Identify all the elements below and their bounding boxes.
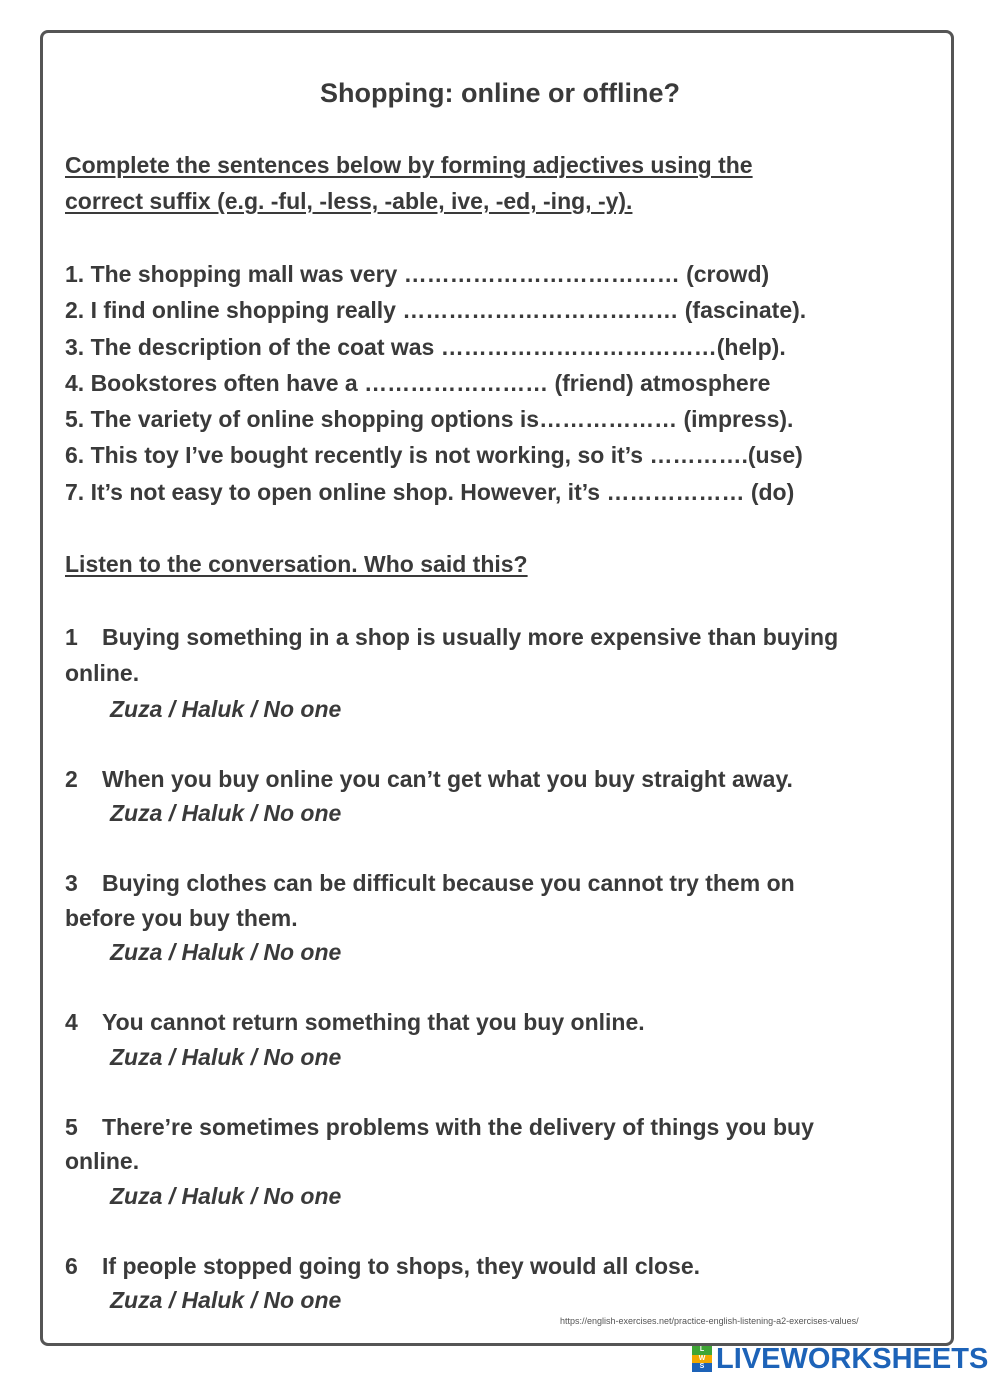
sentence-2: 2. I find online shopping really ……………………………… (fascinate). xyxy=(65,297,807,323)
liveworksheets-logo-icon xyxy=(692,1346,712,1372)
statement-4 xyxy=(65,1009,645,1036)
liveworksheets-logo[interactable] xyxy=(692,1344,988,1374)
statement-1 xyxy=(65,624,838,651)
statement-number: 1 xyxy=(65,624,78,650)
section1-instruction-line2: correct suffix (e.g. -ful, -less, -able, ive, -ed, -ing, -y). xyxy=(65,188,633,214)
section2-instruction: Listen to the conversation. Who said this? xyxy=(65,551,528,577)
statement-number: 4 xyxy=(65,1009,78,1035)
sentence-6: 6. This toy I’ve bought recently is not working, so it’s ………….(use) xyxy=(65,442,803,468)
sentence-7: 7. It’s not easy to open online shop. However, it’s ……………… (do) xyxy=(65,479,795,505)
statement-5-continued: online. xyxy=(65,1148,140,1174)
statement-number: 5 xyxy=(65,1114,78,1140)
statement-text: There’re sometimes problems with the delivery of things you buy xyxy=(102,1114,814,1140)
answer-choices-1[interactable]: Zuza / Haluk / No one xyxy=(110,696,342,722)
statement-2 xyxy=(65,766,793,793)
statement-6 xyxy=(65,1253,700,1280)
logo-text: LIVEWORKSHEETS xyxy=(716,1342,989,1375)
source-url[interactable]: https://english-exercises.net/practice-english-listening-a2-exercises-values/ xyxy=(560,1316,859,1326)
statement-1-continued: online. xyxy=(65,660,140,686)
sentence-5: 5. The variety of online shopping options is……………… (impress). xyxy=(65,406,794,432)
logo-letter-s: S xyxy=(692,1363,712,1372)
answer-choices-3[interactable]: Zuza / Haluk / No one xyxy=(110,939,342,965)
answer-choices-4[interactable]: Zuza / Haluk / No one xyxy=(110,1044,342,1070)
worksheet-title: Shopping: online or offline? xyxy=(320,78,680,108)
sentence-4: 4. Bookstores often have a …………………… (friend) atmosphere xyxy=(65,370,771,396)
statement-3-continued: before you buy them. xyxy=(65,905,298,931)
answer-choices-5[interactable]: Zuza / Haluk / No one xyxy=(110,1183,342,1209)
statement-text: When you buy online you can’t get what you buy straight away. xyxy=(102,766,793,792)
statement-text: Buying something in a shop is usually more expensive than buying xyxy=(102,624,839,650)
statement-text: If people stopped going to shops, they would all close. xyxy=(102,1253,701,1279)
section1-instruction-line1: Complete the sentences below by forming adjectives using the xyxy=(65,152,753,178)
statement-number: 2 xyxy=(65,766,78,792)
statement-number: 3 xyxy=(65,870,78,896)
answer-choices-2[interactable]: Zuza / Haluk / No one xyxy=(110,800,342,826)
statement-text: You cannot return something that you buy online. xyxy=(102,1009,645,1035)
logo-letter-l: L xyxy=(692,1346,712,1355)
sentence-1: 1. The shopping mall was very ……………………………… (crowd) xyxy=(65,261,770,287)
sentence-3: 3. The description of the coat was ………………………………(help). xyxy=(65,334,786,360)
statement-5 xyxy=(65,1114,814,1141)
statement-text: Buying clothes can be difficult because you cannot try them on xyxy=(102,870,795,896)
statement-3 xyxy=(65,870,795,897)
logo-letter-w: W xyxy=(692,1355,712,1364)
answer-choices-6[interactable]: Zuza / Haluk / No one xyxy=(110,1287,342,1313)
statement-number: 6 xyxy=(65,1253,78,1279)
worksheet-frame xyxy=(40,30,954,1346)
